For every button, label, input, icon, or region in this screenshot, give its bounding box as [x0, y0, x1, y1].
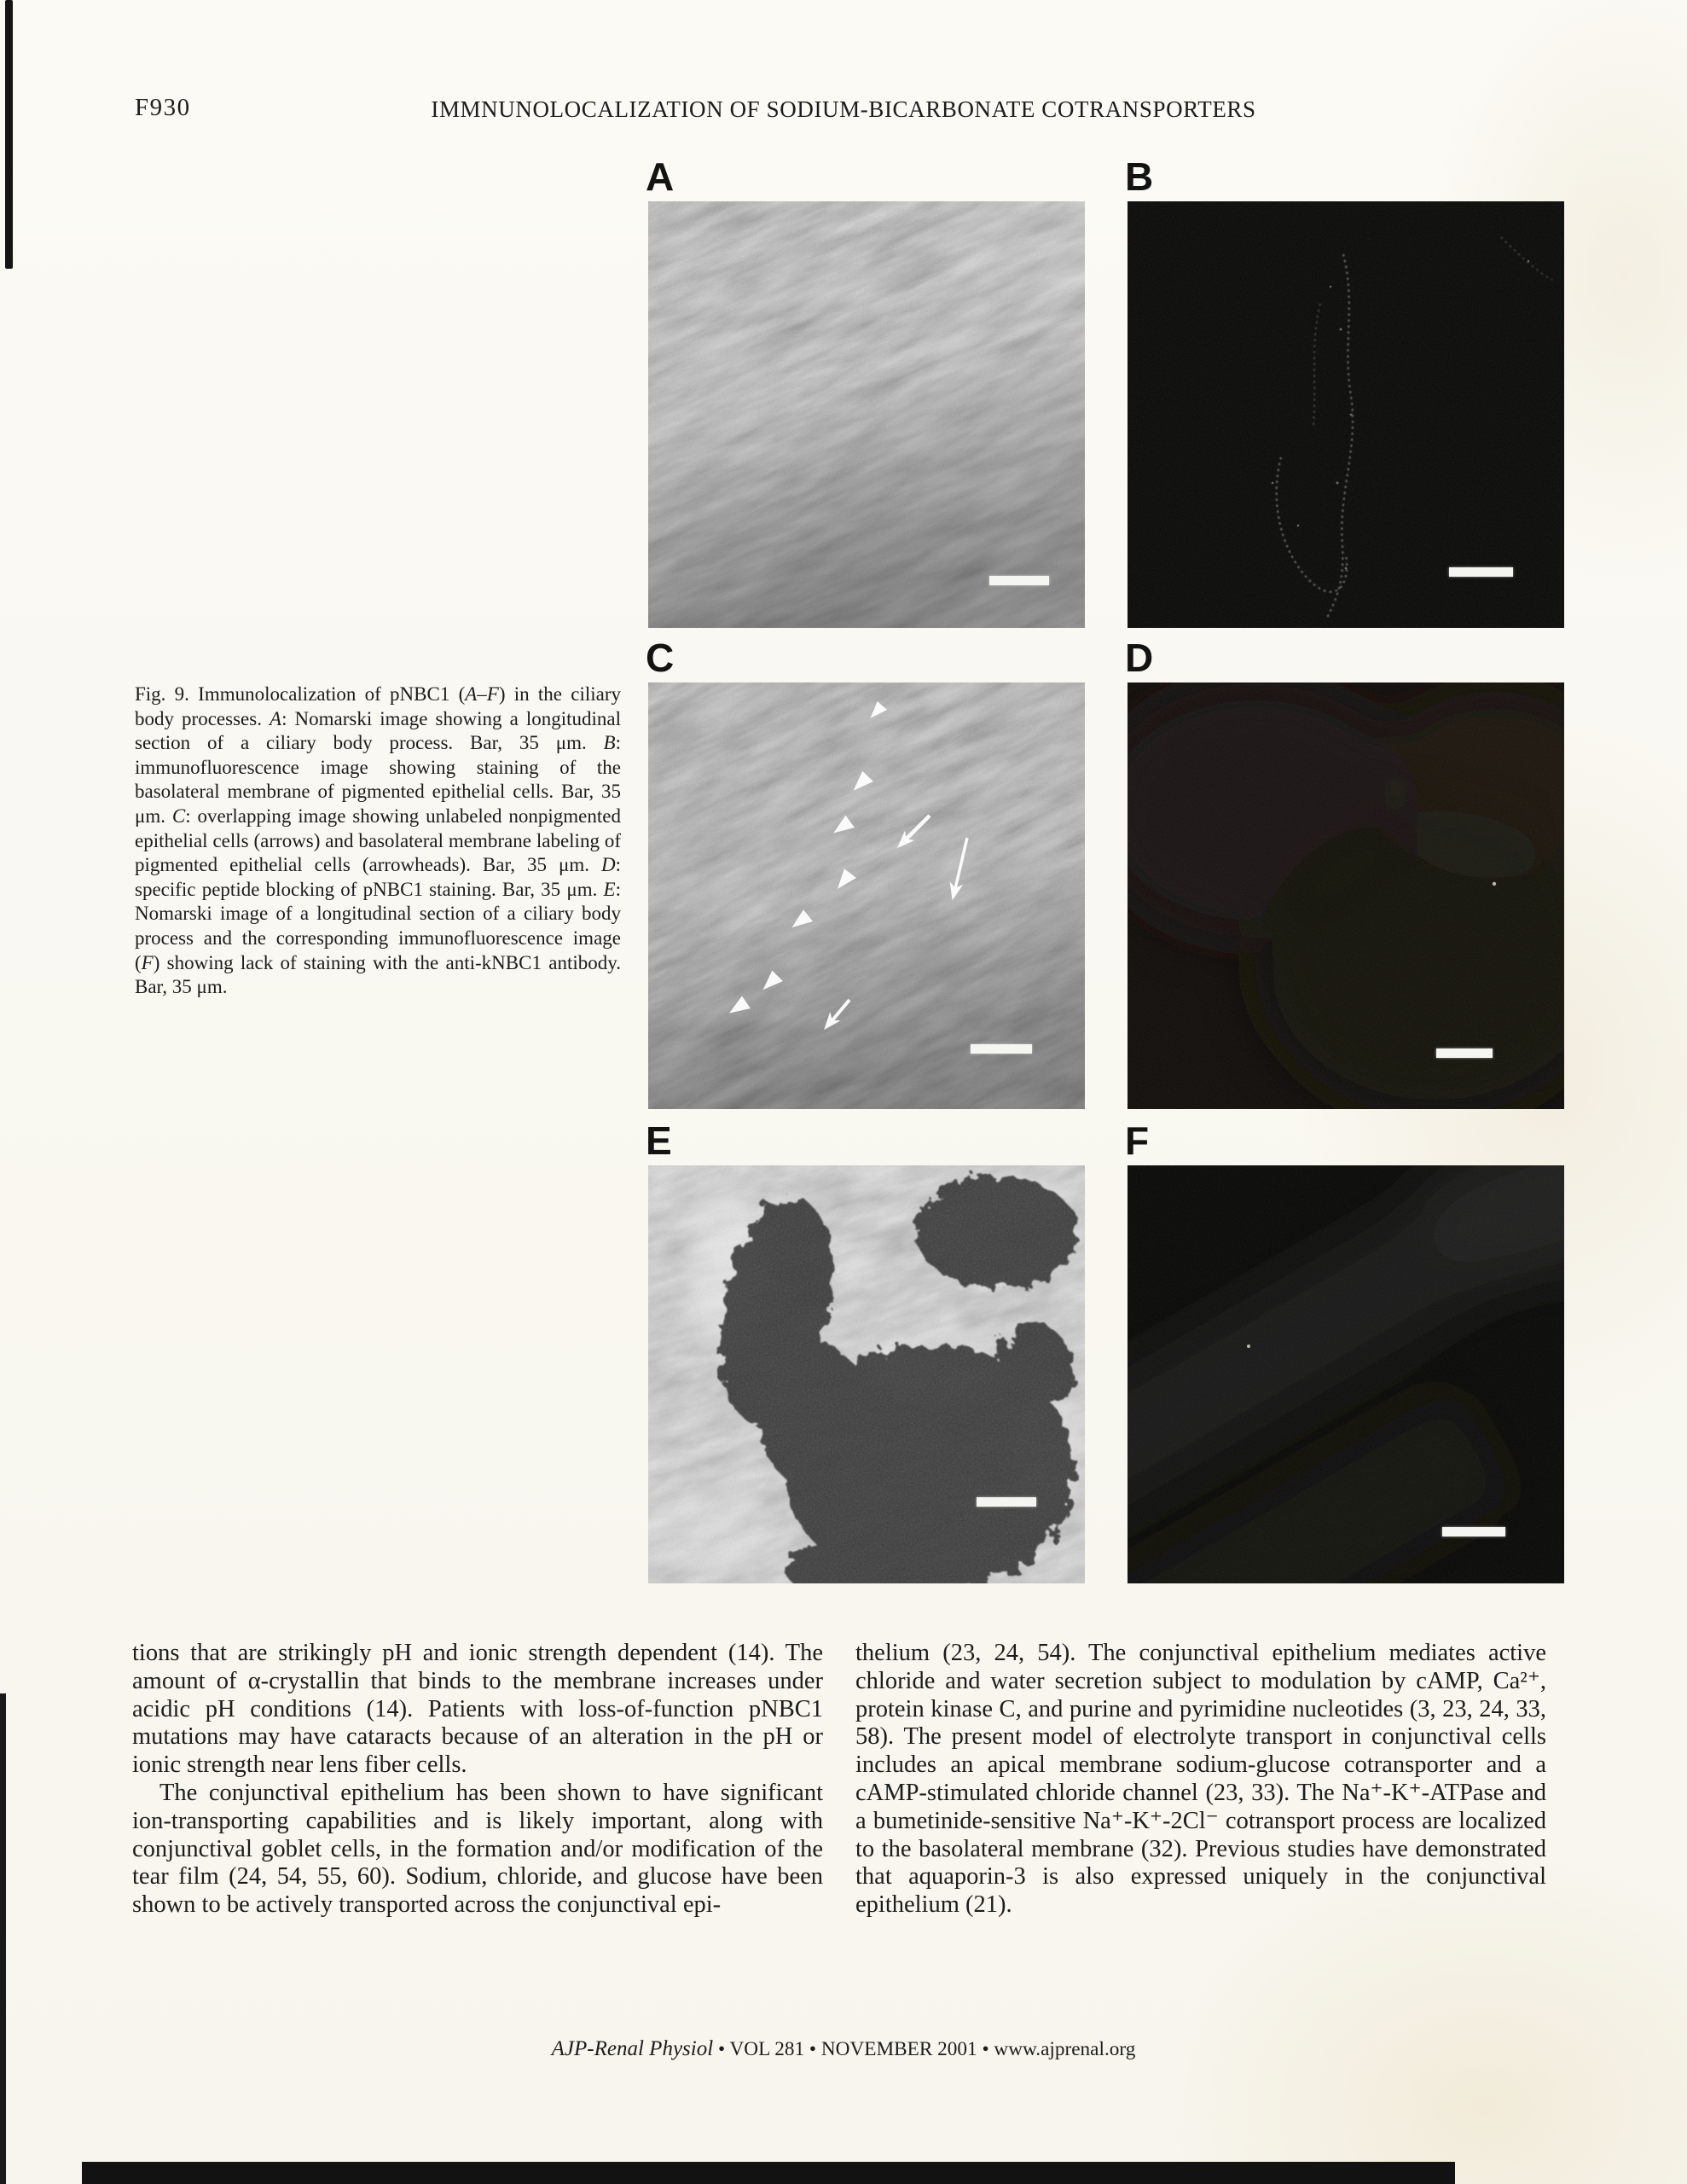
running-title: IMMNUNOLOCALIZATION OF SODIUM-BICARBONATE COTRANSPORTERS	[431, 96, 1256, 122]
panel-a-nomarski-micrograph	[648, 201, 1085, 628]
panel-b-immunofluorescence-micrograph	[1128, 201, 1564, 628]
panel-label-c: C	[646, 636, 675, 680]
journal-footer: AJP-Renal Physiol • VOL 281 • NOVEMBER 2001 • www.ajprenal.org	[551, 2037, 1136, 2060]
scan-edge-artifact-bottom	[0, 1693, 6, 2184]
scale-bar	[1442, 1527, 1505, 1536]
page-number: F930	[135, 94, 191, 121]
scale-bar	[1436, 1048, 1493, 1058]
micrograph-e	[648, 1165, 1085, 1583]
panel-f-immunofluorescence-micrograph	[1128, 1165, 1564, 1583]
micrograph-b	[1128, 201, 1564, 628]
panel-d-blocked-micrograph	[1128, 682, 1564, 1109]
paragraph-continuation: tions that are strikingly pH and ionic strength dependent (14). The amount of α-crystallin that binds to the membrane increases under acidic pH conditions (14). Patients with loss-of-function pNBC1 mutations may have cataracts because of an alteration in the pH or ionic strength near lens fiber cells.	[132, 1640, 823, 1779]
paragraph-continuation: thelium (23, 24, 54). The conjunctival epithelium mediates active chloride and water secretion subject to modulation by cAMP, Ca²⁺, protein kinase C, and purine and pyrimidine nucleotides (3, 23, 24, 33, 58). The present model of electrolyte transport in conjunctival cells includes an apical membrane sodium-glucose cotransporter and a cAMP-stimulated chloride channel (23, 33). The Na⁺-K⁺-ATPase and a bumetinide-sensitive Na⁺-K⁺-2Cl⁻ cotransport process are localized to the basolateral membrane (32). Previous studies have demonstrated that aquaporin-3 is also expressed uniquely in the conjunctival epithelium (21).	[855, 1640, 1546, 1919]
paragraph: The conjunctival epithelium has been shown to have significant ion-transporting capabilities and is likely important, along with conjunctival goblet cells, in the formation and/or modification of the tear film (24, 54, 55, 60). Sodium, chloride, and glucose have been shown to be actively transported across the conjunctival epi-	[132, 1779, 823, 1919]
scan-edge-artifact-bottom-bar	[82, 2162, 1455, 2184]
panel-label-d: D	[1125, 636, 1154, 680]
micrograph-f	[1128, 1165, 1564, 1583]
panel-label-b: B	[1125, 154, 1154, 199]
scale-bar	[977, 1497, 1036, 1507]
scale-bar	[971, 1044, 1032, 1054]
body-column-right	[855, 1640, 1546, 1920]
micrograph-d	[1128, 682, 1564, 1109]
panel-label-a: A	[646, 154, 675, 199]
panel-e-nomarski-micrograph	[648, 1165, 1085, 1583]
scale-bar	[1449, 567, 1513, 577]
scale-bar	[989, 576, 1049, 585]
panel-label-f: F	[1125, 1118, 1150, 1163]
panel-label-e: E	[646, 1118, 672, 1163]
figure-caption: Fig. 9. Immunolocalization of pNBC1 (A–F) in the ciliary body processes. A: Nomarski image showing a longitudinal section of a ciliary body process. Bar, 35 μm. B: immunofluorescence image showing staining of the basolateral membrane of pigmented epithelial cells. Bar, 35 μm. C: overlapping image showing unlabeled nonpigmented epithelial cells (arrows) and basolateral membrane labeling of pigmented epithelial cells (arrowheads). Bar, 35 μm. D: specific peptide blocking of pNBC1 staining. Bar, 35 μm. E: Nomarski image of a longitudinal section of a ciliary body process and the corresponding immunofluorescence image (F) showing lack of staining with the anti-kNBC1 antibody. Bar, 35 μm.	[135, 683, 621, 998]
panel-c-overlap-micrograph	[648, 682, 1085, 1109]
micrograph-a	[648, 201, 1085, 628]
body-column-left	[132, 1640, 823, 1920]
scan-edge-artifact-top	[5, 0, 13, 269]
